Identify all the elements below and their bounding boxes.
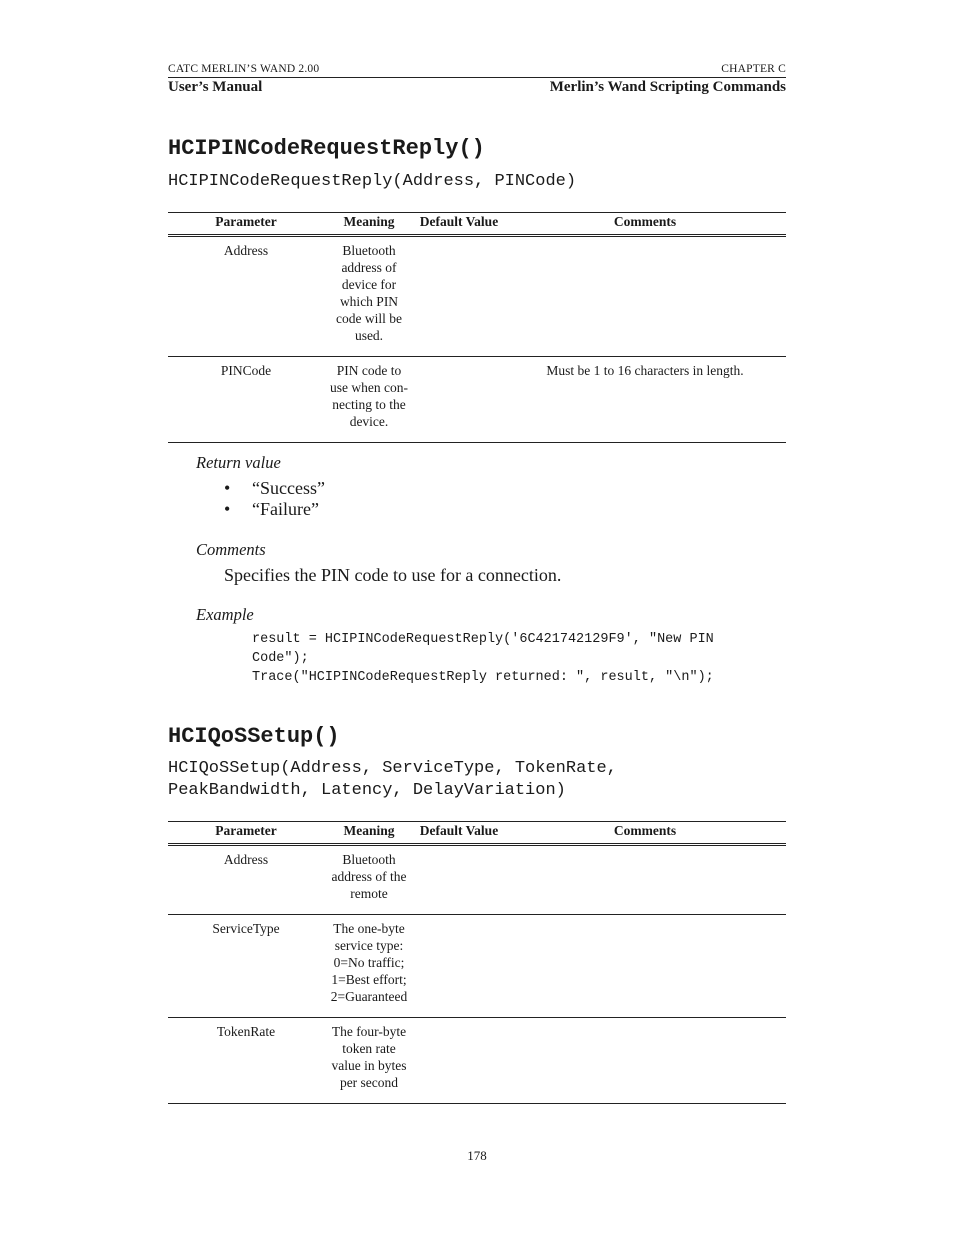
meaning-line: used. <box>354 328 384 343</box>
meaning-line: Bluetooth <box>342 243 396 258</box>
table-row <box>168 236 786 357</box>
meaning-line: 1=Best effort; <box>331 972 407 987</box>
meaning-line: value in bytes <box>331 1058 407 1073</box>
meaning-line: device for <box>341 277 397 292</box>
col-comments: Comments <box>504 822 786 845</box>
running-header-top <box>168 63 786 75</box>
cell-parameter: TokenRate <box>216 1024 276 1039</box>
example-code <box>252 630 714 687</box>
table-row <box>168 915 786 1018</box>
cell-comments <box>504 1018 786 1104</box>
cell-comments <box>504 845 786 915</box>
meaning-line: service type: <box>334 938 404 953</box>
table-row <box>168 357 786 443</box>
col-parameter: Parameter <box>168 213 324 236</box>
meaning-line: use when con- <box>330 380 408 395</box>
meaning-line: device. <box>349 414 389 429</box>
meaning-line: necting to the <box>332 397 406 412</box>
header-rule <box>168 77 786 78</box>
cell-meaning <box>324 1018 414 1104</box>
header-chapter: CHAPTER C <box>721 63 786 75</box>
function-signature-pin-reply: HCIPINCodeRequestReply(Address, PINCode) <box>168 172 577 191</box>
meaning-line: 0=No traffic; <box>333 955 405 970</box>
function-signature-qos-setup <box>168 758 617 802</box>
comments-text: Specifies the PIN code to use for a connection. <box>224 565 562 585</box>
meaning-line: remote <box>350 886 388 901</box>
cell-parameter: Address <box>223 852 269 867</box>
cell-parameter: ServiceType <box>212 921 280 936</box>
page-number: 178 <box>467 1148 487 1163</box>
meaning-line: PIN code to <box>336 363 402 378</box>
header-manual: User’s Manual <box>168 79 263 95</box>
meaning-line: address of <box>341 260 397 275</box>
example-label: Example <box>196 605 254 624</box>
cell-default <box>414 236 504 357</box>
col-default-value: Default Value <box>414 213 504 236</box>
running-header-bottom <box>168 79 786 96</box>
code-line: Trace("HCIPINCodeRequestReply returned: ", result, "\n"); <box>252 670 714 685</box>
return-value-list <box>224 478 325 520</box>
signature-line: PeakBandwidth, Latency, DelayVariation) <box>168 781 566 800</box>
list-item: • “Failure” <box>224 499 325 520</box>
cell-meaning <box>324 845 414 915</box>
table-header-row <box>168 822 786 845</box>
cell-default <box>414 915 504 1018</box>
cell-parameter: PINCode <box>220 363 272 378</box>
meaning-line: The one-byte <box>333 921 405 936</box>
function-title-pin-reply: HCIPINCodeRequestReply() <box>168 136 485 161</box>
signature-line: HCIQoSSetup(Address, ServiceType, TokenRate, <box>168 759 617 778</box>
col-parameter: Parameter <box>168 822 324 845</box>
meaning-line: 2=Guaranteed <box>330 989 408 1004</box>
col-meaning: Meaning <box>324 213 414 236</box>
cell-comments <box>504 236 786 357</box>
col-comments: Comments <box>504 213 786 236</box>
meaning-line: Bluetooth <box>342 852 396 867</box>
meaning-line: which PIN <box>339 294 399 309</box>
cell-meaning <box>324 915 414 1018</box>
code-line: Code"); <box>252 651 309 666</box>
cell-parameter: Address <box>223 243 269 258</box>
meaning-line: code will be <box>336 311 402 326</box>
cell-comments <box>504 915 786 1018</box>
meaning-line: address of the <box>331 869 407 884</box>
cell-meaning <box>324 357 414 443</box>
col-meaning: Meaning <box>324 822 414 845</box>
list-item: • “Success” <box>224 478 325 499</box>
cell-meaning <box>324 236 414 357</box>
parameter-table-pin-reply <box>168 212 786 443</box>
cell-comments: Must be 1 to 16 characters in length. <box>546 363 744 378</box>
meaning-line: per second <box>339 1075 399 1090</box>
parameter-table-qos-setup <box>168 821 786 1104</box>
table-row <box>168 1018 786 1104</box>
comments-label: Comments <box>196 540 266 559</box>
table-header-row <box>168 213 786 236</box>
meaning-line: token rate <box>342 1041 396 1056</box>
code-line: result = HCIPINCodeRequestReply('6C421742129F9', "New PIN <box>252 632 714 647</box>
header-section: Merlin’s Wand Scripting Commands <box>549 79 786 95</box>
header-product: CATC MERLIN’S WAND 2.00 <box>168 63 320 75</box>
function-title-qos-setup: HCIQoSSetup() <box>168 724 340 749</box>
return-value-label: Return value <box>196 453 281 472</box>
table-row <box>168 845 786 915</box>
meaning-line: The four-byte <box>331 1024 407 1039</box>
cell-default <box>414 845 504 915</box>
col-default-value: Default Value <box>414 822 504 845</box>
cell-default <box>414 357 504 443</box>
cell-default <box>414 1018 504 1104</box>
